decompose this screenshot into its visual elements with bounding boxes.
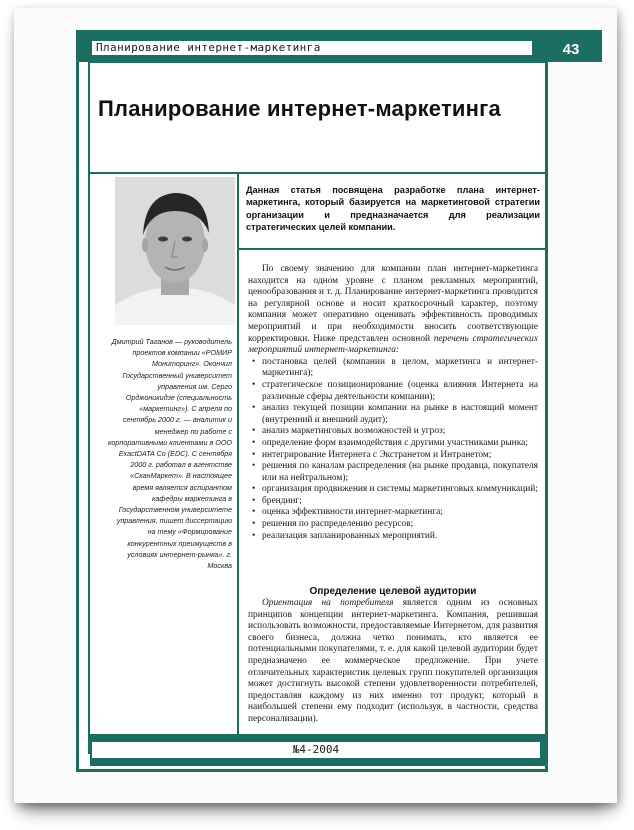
list-item: • решения по каналам распределения (на рынке продавца, покупателя или на нейтральном);	[248, 461, 538, 484]
section-emphasis: Ориентация на потребителя	[262, 598, 394, 608]
portrait-image	[115, 177, 235, 325]
footer-band	[90, 734, 546, 742]
list-item: • анализ текущей позиции компании на рынке в настоящий момент (внутренний и внешний аудит);	[248, 403, 538, 426]
intro-paragraph	[248, 264, 538, 357]
issue-number: №4-2004	[92, 742, 540, 758]
article-lead: Данная статья посвящена разработке плана интернет-маркетинга, который базируется на маркетинговой стратегии организации и предназначается для реализации стратегических целей компании.	[246, 185, 540, 233]
author-bio: Дмитрий Таганов — руководитель проектов компании «РОМИР Мониторинг». Окончил Государственный университет управления им. Серго Орджоникидзе (специальность «маркетинг»). С апреля по сентябрь 2000 г. — аналитик и менеджер по работе с корпоративными клиентами в ООО ExactDATA Co (EDC). С сентября 2000 г. работал в агентстве «СканМаркет». В настоящее время является аспирантом кафедры маркетинга в Государственном университете управления, пишет диссертацию на тему «Формирование конкурентных преимуществ в условиях интернет-рынка». г. Москва	[108, 337, 232, 571]
list-item: • стратегическое позиционирование (оценка влияния Интернета на различные сферы деятельности компании);	[248, 380, 538, 403]
rule	[88, 62, 90, 754]
article-body	[248, 264, 538, 542]
list-item: • организация продвижения и системы маркетинговых коммуникаций;	[248, 484, 538, 496]
list-item: • определение форм взаимодействия с другими участниками рынка;	[248, 438, 538, 450]
list-item: • постановка целей (компании в целом, маркетинга и интернет-маркетинга);	[248, 357, 538, 380]
measures-list	[248, 357, 538, 543]
running-title: Планирование интернет-маркетинга	[92, 41, 532, 55]
lead-rule	[239, 248, 546, 250]
page-number: 43	[540, 38, 602, 62]
list-item: • интегрирование Интернета с Экстранетом и Интранетом;	[248, 450, 538, 462]
title-rule	[90, 172, 546, 174]
author-photo	[115, 177, 235, 325]
section-paragraph	[248, 598, 538, 726]
column-rule	[237, 174, 239, 734]
section-text: является одним из основных принципов концепции интернет-маркетинга. Компания, решившая использовать возможности, предоставляемые Интернетом, для развития своего бизнеса, должна четко понимать, кто является ее потенциальными покупателями, т. е. для какой целевой аудитории будет предназначено ее коммерческое предложение. При учете отличительных характеристик целевых групп покупателей организация может достигнуть высокой степени удовлетворенности потребителей, предоставляя каждому из них именно тот продукт, который в наибольшей степени ему подходит (используя, в частности, средства персонализации).	[248, 598, 539, 724]
intro-emphasis: перечень стратегических мероприятий интернет-маркетинга:	[248, 333, 538, 356]
intro-text: По своему значению для компании план интернет-маркетинга находится на одном уровне с планом рекламных мероприятий, ценообразования и т. д. Планирование интернет-маркетинга проводится на регулярной основе и носит краткосрочный характер, поэтому компания может оперативно оценивать эффективность проводимых мероприятий и при необходимости вносить соответствующие корректировки. Ниже представлен основной	[248, 264, 538, 344]
list-item: • анализ маркетинговых возможностей и угроз;	[248, 426, 538, 438]
list-item: • реализация запланированных мероприятий.	[248, 531, 538, 543]
section-body	[248, 598, 538, 726]
list-item: • решения по распределению ресурсов;	[248, 519, 538, 531]
rule	[546, 62, 548, 754]
list-item: • брендинг;	[248, 496, 538, 508]
footer-band	[540, 742, 546, 758]
article-title: Планирование интернет-маркетинга	[98, 96, 501, 121]
list-item: • оценка эффективности интернет-маркетинга;	[248, 507, 538, 519]
footer-band	[90, 758, 546, 766]
section-heading: Определение целевой аудитории	[309, 586, 477, 597]
rule	[90, 62, 546, 63]
